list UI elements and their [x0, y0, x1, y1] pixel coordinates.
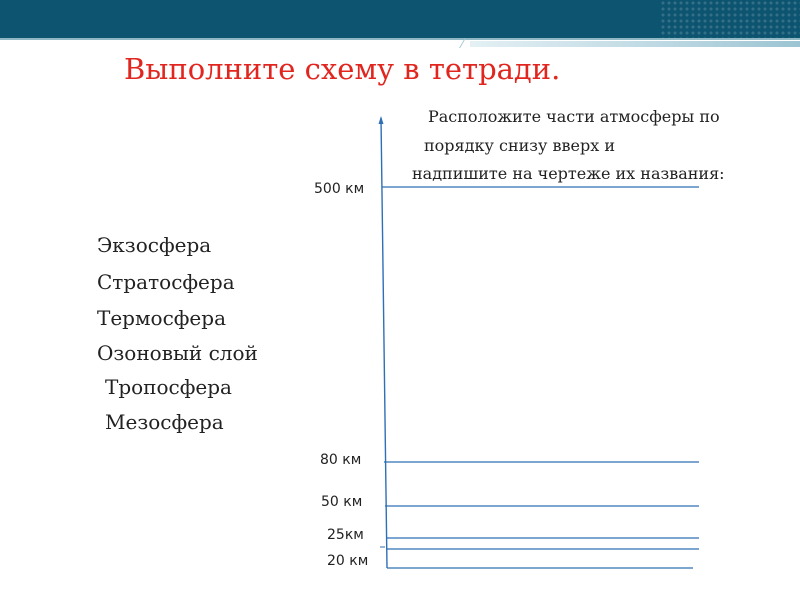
layer-item-thermosphere: Термосфера	[97, 306, 226, 330]
instruction-line-1: Расположите части атмосферы по	[428, 107, 720, 126]
instruction-line-3: надпишите на чертеже их названия:	[412, 164, 725, 183]
instruction-line-2: порядку снизу вверх и	[424, 136, 615, 155]
layer-item-mesosphere: Мезосфера	[105, 410, 224, 434]
layer-item-exosphere: Экзосфера	[97, 233, 212, 257]
label-25km: 25км	[327, 527, 364, 543]
layer-item-troposphere: Тропосфера	[105, 375, 232, 399]
layer-item-ozone: Озоновый слой	[97, 341, 258, 365]
altitude-axis	[381, 118, 387, 568]
label-500km: 500 км	[314, 181, 365, 197]
label-20km: 20 км	[327, 553, 369, 569]
label-80km: 80 км	[320, 452, 362, 468]
layer-item-stratosphere: Стратосфера	[97, 270, 235, 294]
label-50km: 50 км	[321, 494, 363, 510]
slide-title: Выполните схему в тетради.	[124, 52, 561, 86]
axis-arrow-icon	[379, 116, 384, 124]
